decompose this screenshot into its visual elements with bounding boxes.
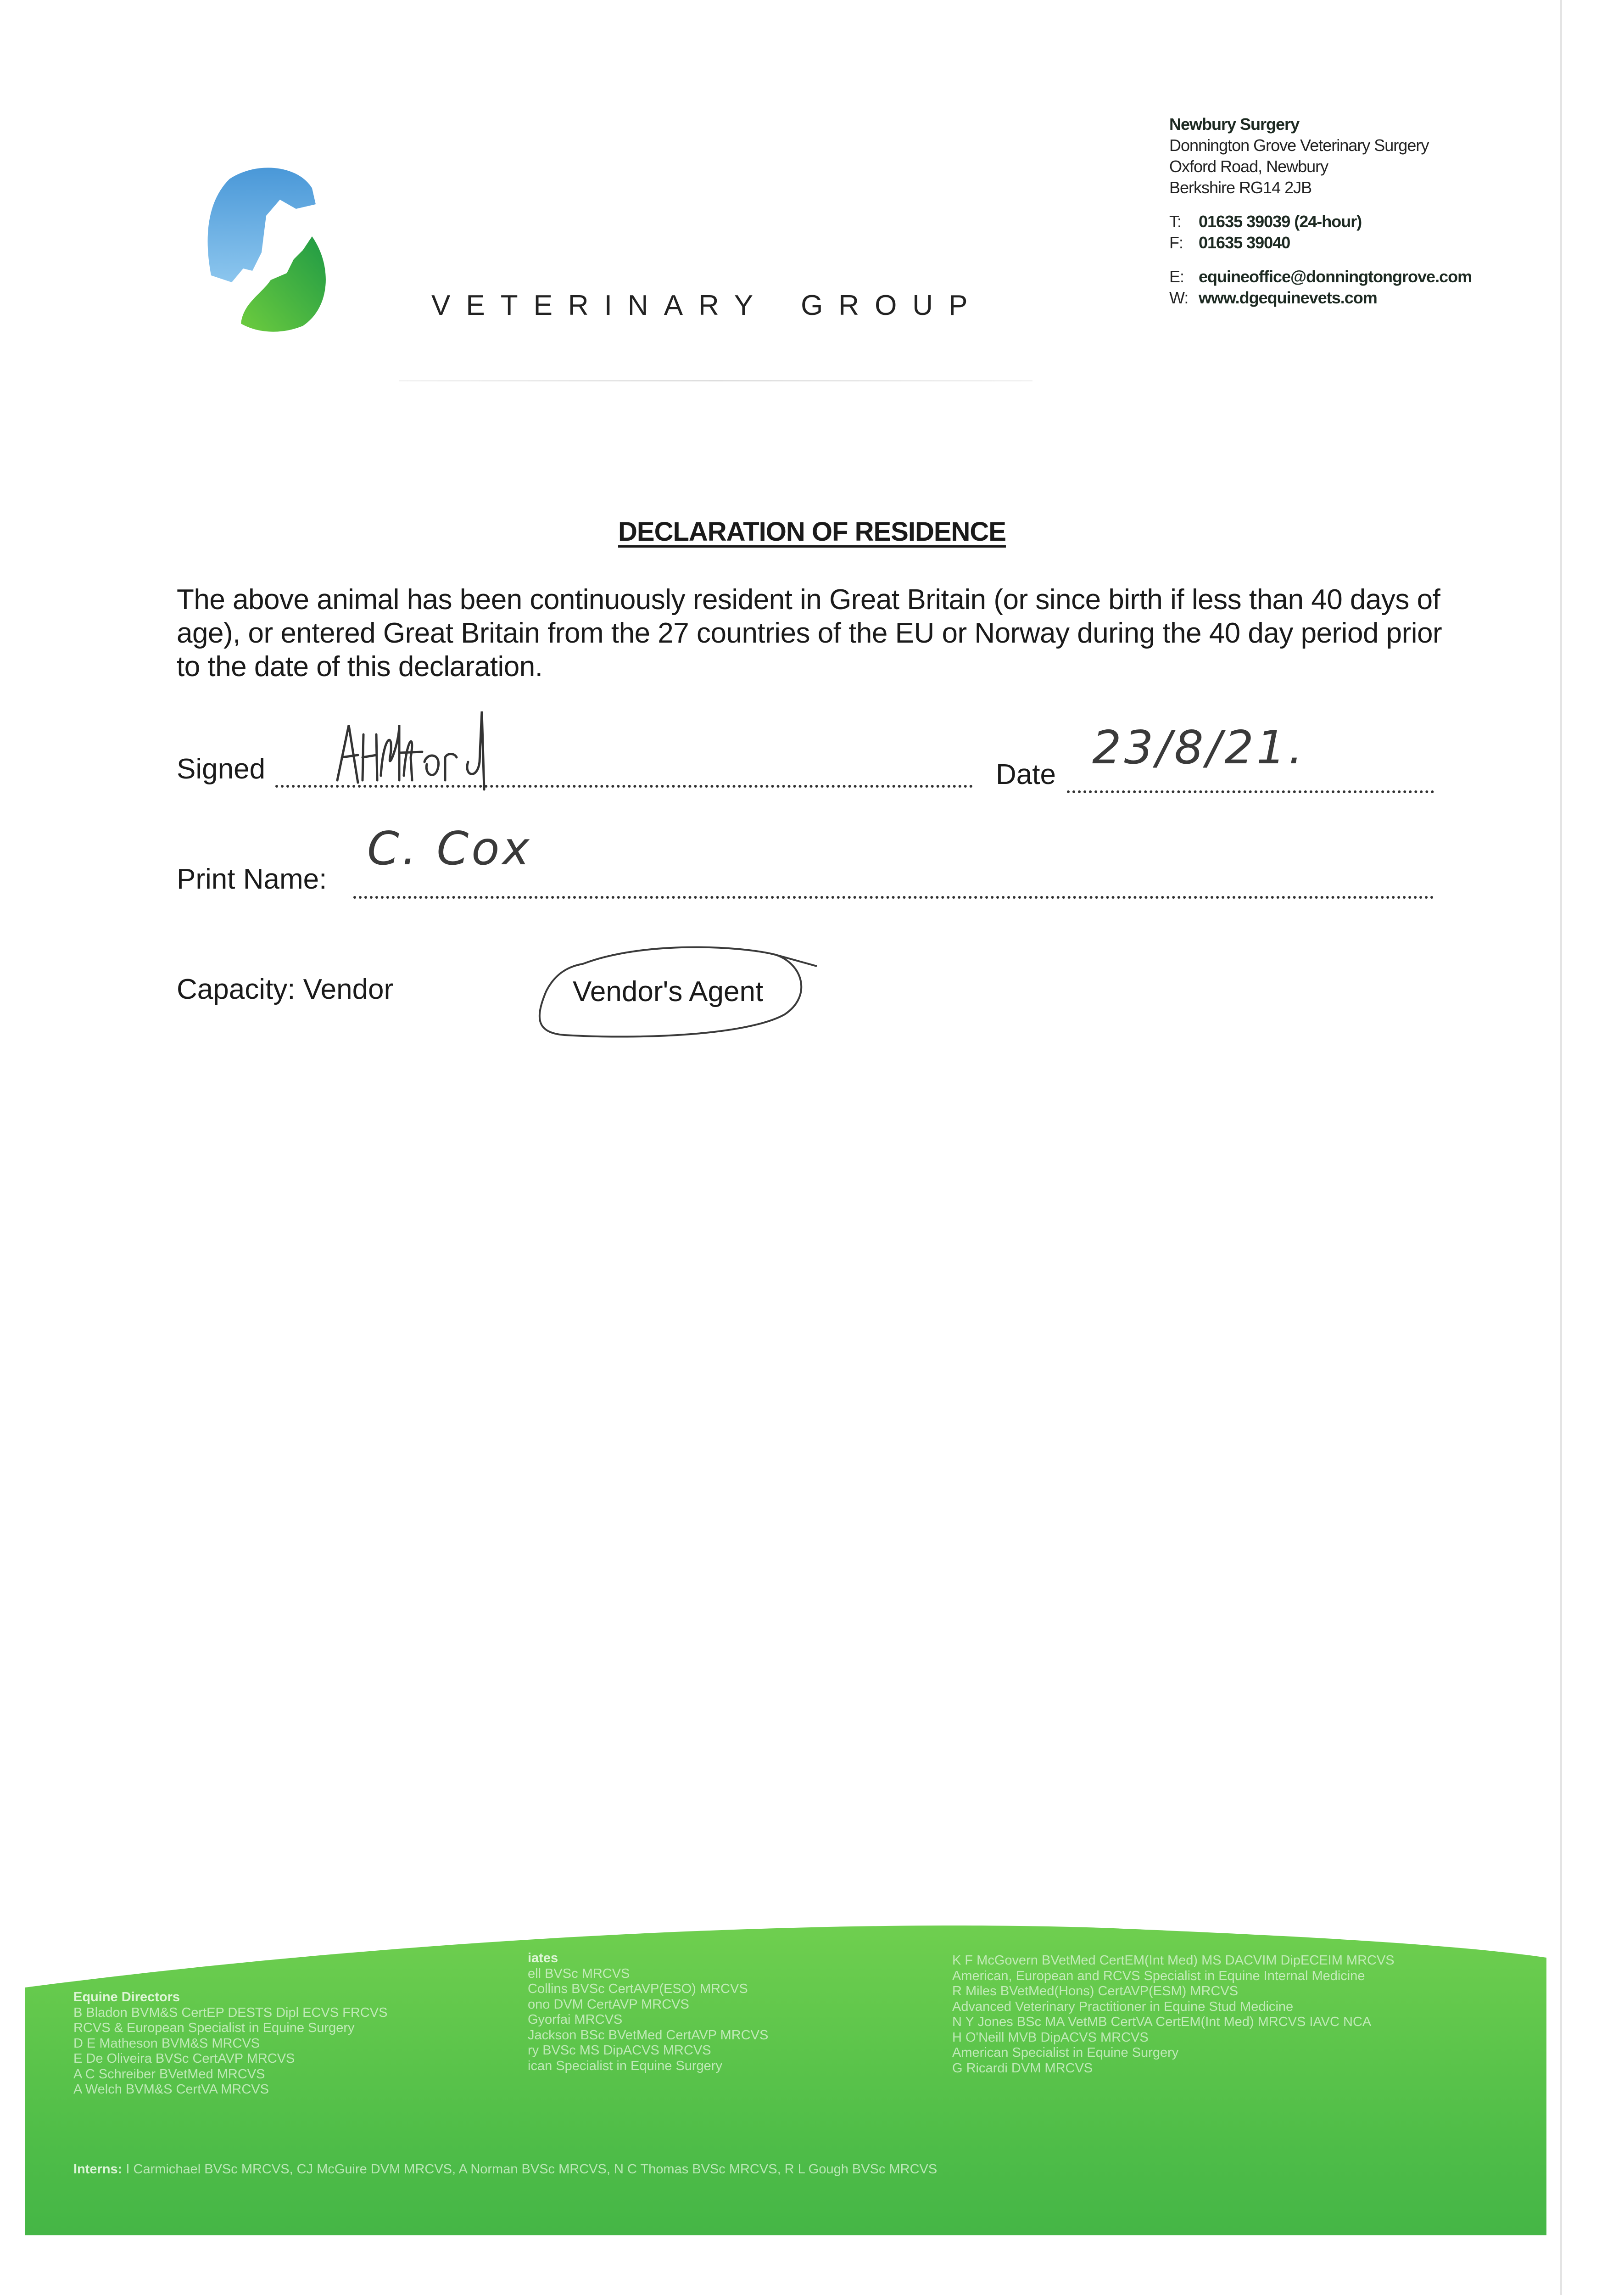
specialist-entry: N Y Jones BSc MA VetMB CertVA CertEM(Int Med) MRCVS IAVC NCA: [952, 2015, 1372, 2029]
date-label: Date: [996, 759, 1056, 790]
header-divider: [399, 380, 1032, 381]
phone-number: 01635 39039 (24-hour): [1199, 212, 1362, 231]
director-entry: E De Oliveira BVSc CertAVP MRCVS: [73, 2051, 295, 2066]
web-label: W:: [1169, 288, 1189, 307]
footer-directors: [73, 1990, 387, 2098]
interns-label: Interns:: [73, 2162, 123, 2177]
specialist-entry: G Ricardi DVM MRCVS: [952, 2060, 1093, 2076]
address-line: Oxford Road, Newbury: [1169, 157, 1328, 176]
declaration-paragraph: The above animal has been continuously resident in Great Britain (or since birth if less than 40 days of age), or entered Great Britain from the 27 countries of the EU or Norway during the 40 day period prior to the date of this declaration.: [177, 584, 1442, 683]
specialist-entry: American Specialist in Equine Surgery: [952, 2045, 1179, 2060]
email-link[interactable]: equineoffice@donningtongrove.com: [1199, 267, 1472, 286]
capacity-option-vendors-agent[interactable]: Vendor's Agent: [573, 976, 764, 1008]
print-name-label: Print Name:: [177, 863, 327, 895]
associate-entry: ell BVSc MRCVS: [528, 1966, 630, 1981]
brand-word-group: GROUP: [801, 290, 983, 321]
email-row: [1169, 266, 1472, 287]
date-value[interactable]: 23/8/21.: [1092, 721, 1306, 774]
phone-label: T:: [1169, 212, 1182, 231]
document-title: DECLARATION OF RESIDENCE: [618, 517, 1006, 547]
associate-entry: Jackson BSc BVetMed CertAVP MRCVS: [528, 2027, 769, 2043]
fax-row: [1169, 232, 1472, 253]
interns-list: I Carmichael BVSc MRCVS, CJ McGuire DVM MRCVS, A Norman BVSc MRCVS, N C Thomas BVSc MRCVS, R L Gough BVSc MRCVS: [126, 2162, 938, 2177]
web-row: [1169, 287, 1472, 308]
specialist-entry: H O'Neill MVB DipACVS MRCVS: [952, 2030, 1149, 2045]
associate-entry: ican Specialist in Equine Surgery: [528, 2058, 722, 2073]
associate-entry: ono DVM CertAVP MRCVS: [528, 1997, 689, 2012]
print-name-value[interactable]: C. Cox: [367, 822, 532, 875]
specialist-entry: K F McGovern BVetMed CertEM(Int Med) MS DACVIM DipECEIM MRCVS: [952, 1953, 1395, 1968]
footer-specialists: [952, 1953, 1395, 2076]
signed-label: Signed: [177, 753, 266, 785]
associate-entry: Collins BVSc CertAVP(ESO) MRCVS: [528, 1982, 748, 1996]
specialist-entry: American, European and RCVS Specialist in Equine Internal Medicine: [952, 1968, 1365, 1983]
brand-word-veterinary: VETERINARY: [431, 290, 769, 321]
footer-associates: [528, 1951, 768, 2074]
document-title-wrap: [0, 516, 1624, 547]
fax-number: 01635 39040: [1199, 233, 1290, 252]
associates-heading: iates: [528, 1951, 558, 1965]
specialist-entry: Advanced Veterinary Practitioner in Equine Stud Medicine: [952, 1999, 1294, 2014]
directors-heading: Equine Directors: [73, 1990, 180, 2004]
print-name-line[interactable]: [353, 891, 1434, 899]
capacity-label: Capacity: Vendor: [177, 974, 394, 1005]
director-entry: RCVS & European Specialist in Equine Surgery: [73, 2021, 355, 2035]
web-link[interactable]: www.dgequinevets.com: [1199, 288, 1377, 307]
specialist-entry: R Miles BVetMed(Hons) CertAVP(ESM) MRCVS: [952, 1984, 1239, 1998]
address-line: Donnington Grove Veterinary Surgery: [1169, 136, 1429, 155]
fax-label: F:: [1169, 233, 1183, 252]
director-entry: A C Schreiber BVetMed MRCVS: [73, 2066, 265, 2082]
address-line: Berkshire RG14 2JB: [1169, 178, 1312, 197]
surgery-name: Newbury Surgery: [1169, 115, 1300, 134]
footer-interns: [73, 2162, 937, 2177]
associate-entry: ry BVSc MS DipACVS MRCVS: [528, 2043, 711, 2058]
selection-circle-icon: [528, 936, 826, 1047]
logo-icon: [193, 161, 367, 335]
director-entry: A Welch BVM&S CertVA MRCVS: [73, 2082, 269, 2097]
date-line[interactable]: [1067, 786, 1434, 793]
associate-entry: Gyorfai MRCVS: [528, 2012, 623, 2027]
phone-row: [1169, 211, 1472, 232]
contact-block: [1169, 114, 1472, 308]
signature-image: [330, 707, 551, 794]
director-entry: B Bladon BVM&S CertEP DESTS Dipl ECVS FRCVS: [73, 2005, 388, 2020]
director-entry: D E Matheson BVM&S MRCVS: [73, 2036, 260, 2051]
brand-name: [431, 289, 983, 322]
email-label: E:: [1169, 267, 1184, 286]
